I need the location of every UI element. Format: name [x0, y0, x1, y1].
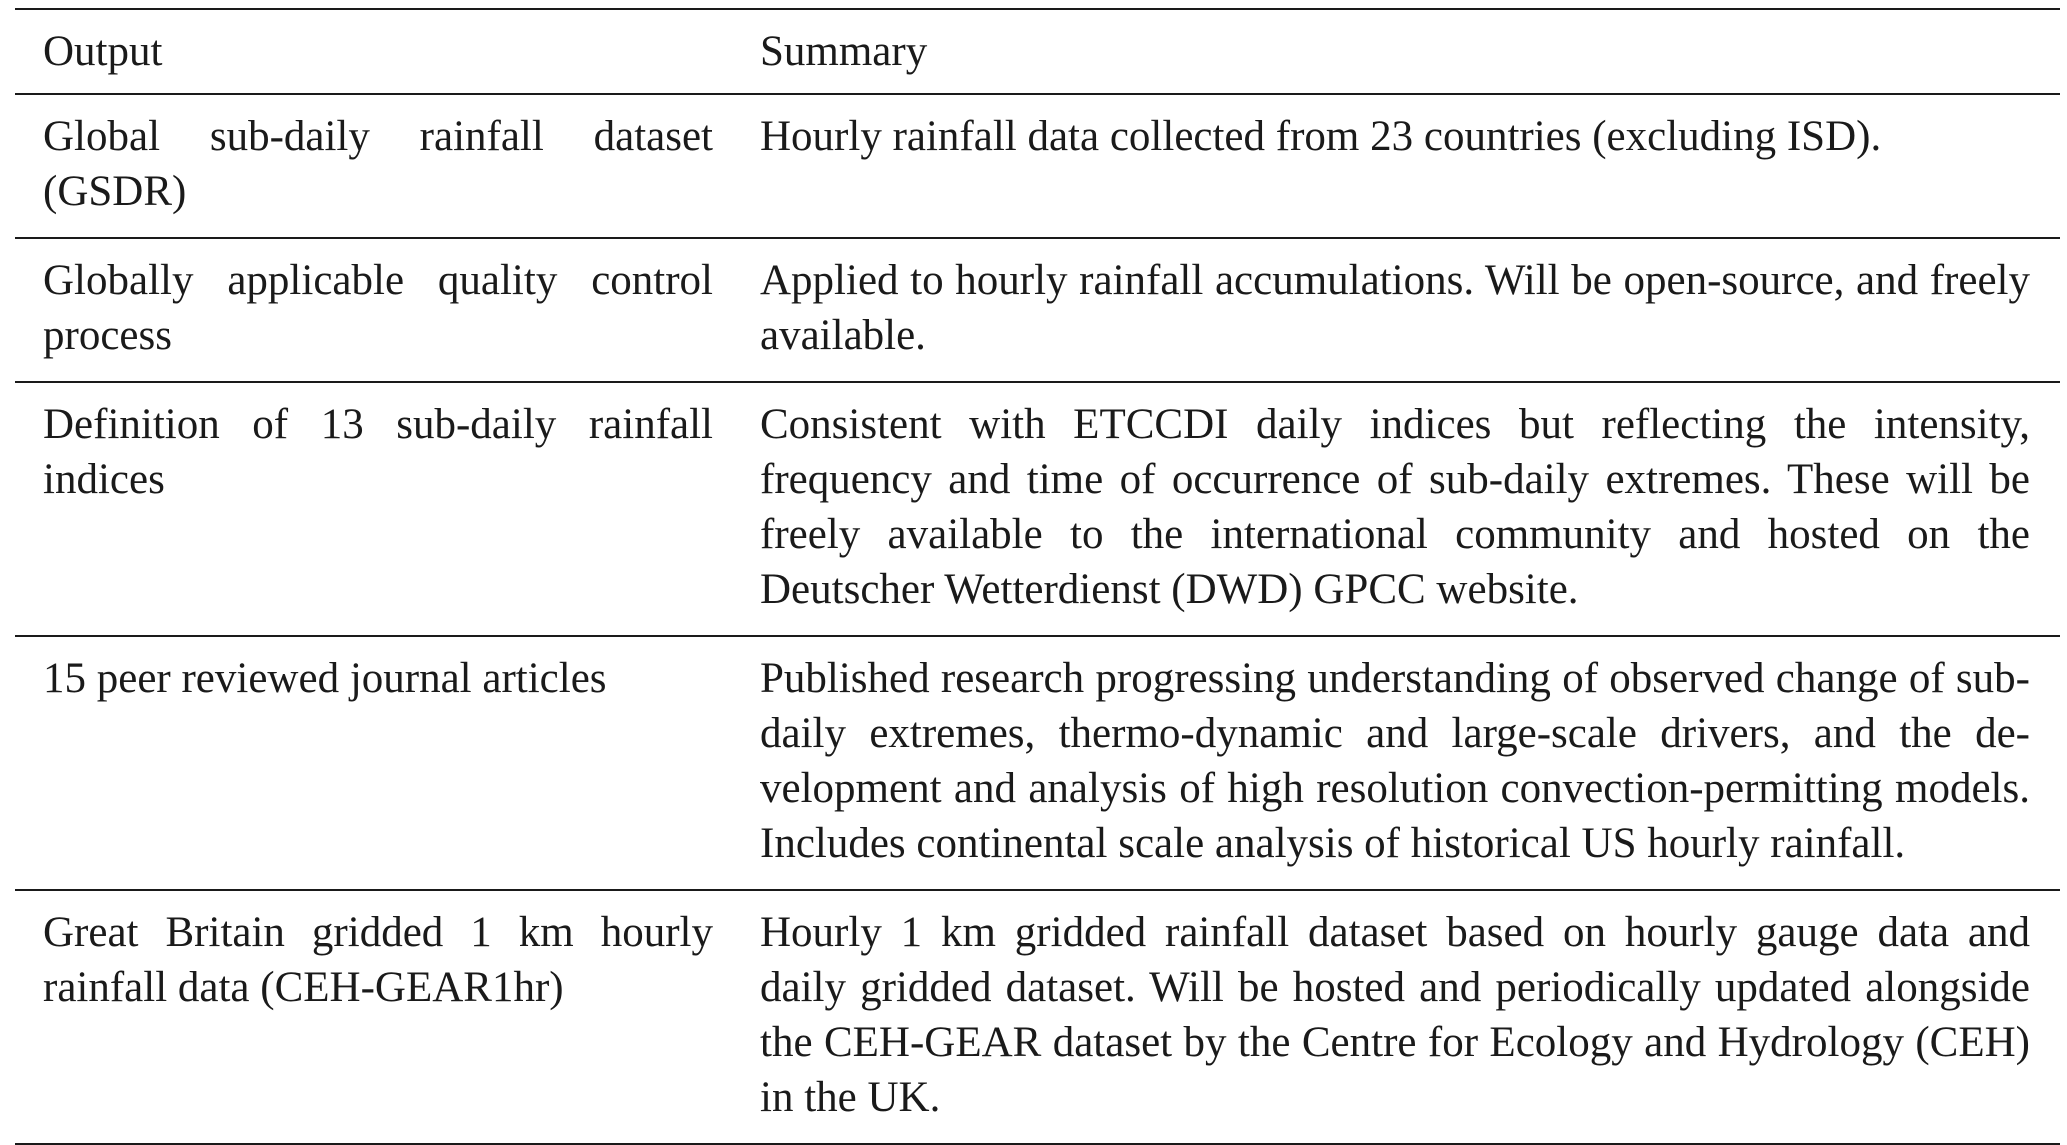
outputs-table-container	[15, 8, 2060, 1145]
header-summary: Summary	[760, 28, 928, 75]
output-cell: Globally applicable quality control process	[43, 257, 713, 359]
summary-cell: Hourly rainfall data collected from 23 countries (excluding ISD).	[760, 113, 1882, 160]
outputs-table	[15, 8, 2060, 1145]
table-body	[15, 94, 2060, 1144]
table-row	[15, 382, 2060, 636]
summary-cell: Published research progressing understanding of observed change of sub-daily extremes, thermo-dynamic and large-scale drivers, and the development and analysis of high resolution convection-permitting models. Includes continental scale analysis of historical US hourly rainfall.	[760, 655, 2030, 867]
output-cell: Great Britain gridded 1 km hourly rainfall data (CEH-GEAR1hr)	[43, 909, 713, 1011]
table-header	[15, 9, 2060, 94]
output-cell: Definition of 13 sub-daily rainfall indices	[43, 401, 713, 503]
table-row	[15, 238, 2060, 382]
output-cell: Global sub-daily rainfall dataset (GSDR)	[43, 113, 713, 215]
summary-cell: Applied to hourly rainfall accumulations. Will be open-source, and freely available.	[760, 257, 2030, 359]
summary-cell: Hourly 1 km gridded rainfall dataset based on hourly gauge data and daily gridded dataset. Will be hosted and periodically updated alongside the CEH-GEAR dataset by the Centre for Ecology and Hydrology (CEH) in the UK.	[760, 909, 2030, 1121]
header-row	[15, 9, 2060, 94]
header-output: Output	[43, 28, 163, 75]
output-cell: 15 peer reviewed journal articles	[43, 655, 607, 702]
table-row	[15, 636, 2060, 890]
table-row	[15, 890, 2060, 1144]
summary-cell: Consistent with ETCCDI daily indices but reflecting the intensity, frequency and time of occurrence of sub-daily extremes. These will be freely available to the international community and hosted on the Deutscher Wetterdienst (DWD) GPCC website.	[760, 401, 2030, 613]
table-row	[15, 94, 2060, 238]
